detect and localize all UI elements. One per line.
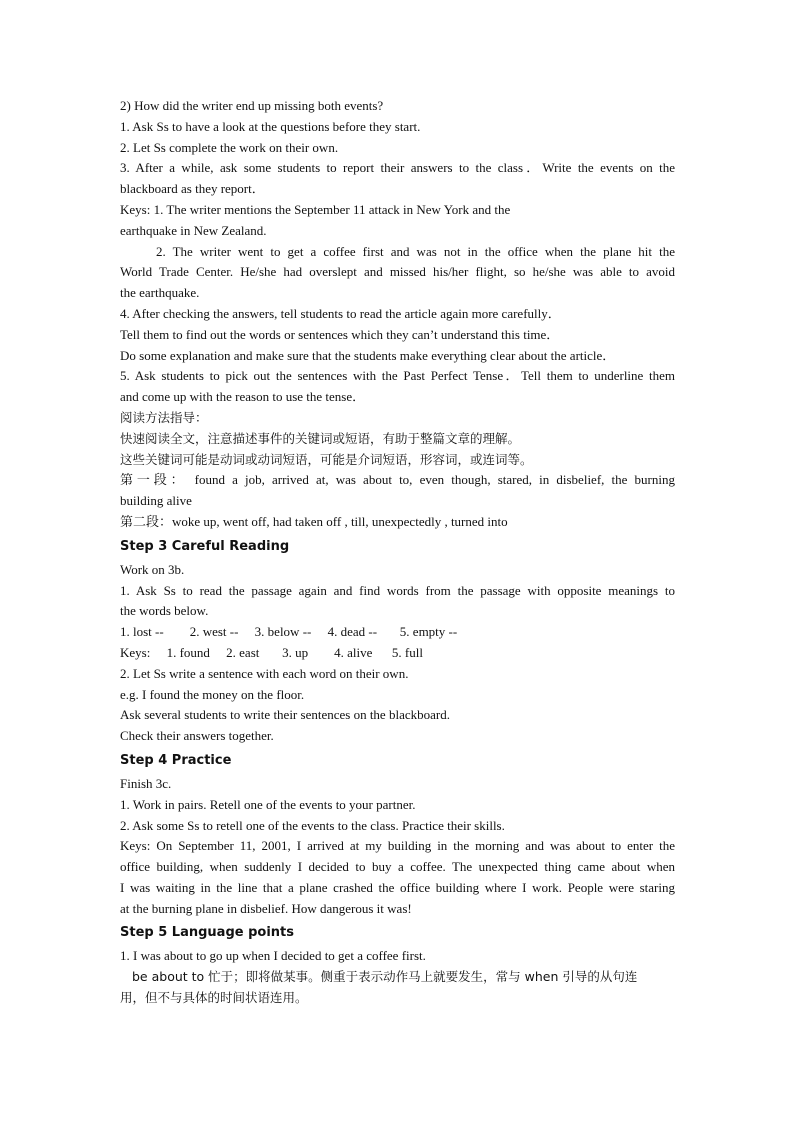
step-item-cont: Do some explanation and make sure that the students make everything clear about the article． — [120, 347, 616, 363]
step-item-cont: blackboard as they report． — [120, 181, 265, 197]
example-line: e.g. I found the money on the floor. — [120, 686, 305, 702]
reading-guide-heading: 阅读方法指导： — [120, 409, 208, 425]
keys-line: Keys: On September 11, 2001, I arrived at my building in the morning and was about to enter the — [120, 838, 675, 854]
section-heading-step3: Step 3 Careful Reading — [120, 538, 290, 554]
language-point: 1. I was about to go up when I decided to get a coffee first. — [120, 948, 426, 964]
task-line: Finish 3c. — [120, 775, 172, 791]
keys-line: Keys: 1. found 2. east 3. up 4. alive 5. full — [120, 644, 423, 660]
word-list: 1. lost -- 2. west -- 3. below -- 4. dead -- 5. empty -- — [120, 624, 458, 640]
language-point-explanation-cont: 用，但不与具体的时间状语连用。 — [120, 990, 308, 1006]
step-item-cont: and come up with the reason to use the tense． — [120, 389, 366, 405]
keys-line-cont: World Trade Center. He/she had overslept and missed his/her flight, so he/she was able to avoid — [120, 264, 675, 280]
section-heading-step5: Step 5 Language points — [120, 925, 294, 941]
keys-line-cont: I was waiting in the line that a plane crashed the office building where I work. People were staring — [120, 879, 675, 895]
paragraph-keywords: 第一段： found a job, arrived at, was about to, even though, stared, in disbelief, the burning — [120, 472, 675, 488]
paragraph-keywords-cont: building alive — [120, 493, 192, 509]
step-item: 2. Ask some Ss to retell one of the events to the class. Practice their skills. — [120, 817, 505, 833]
keys-line: Keys: 1. The writer mentions the September 11 attack in New York and the — [120, 201, 511, 217]
step-item: 3. After a while, ask some students to report their answers to the class．Write the events on the — [120, 160, 675, 176]
step-item: 5. Ask students to pick out the sentences with the Past Perfect Tense．Tell them to underline them — [120, 368, 675, 384]
keys-line-cont: the earthquake. — [120, 285, 200, 301]
task-line: Work on 3b. — [120, 561, 185, 577]
section-heading-step4: Step 4 Practice — [120, 752, 232, 768]
step-item: 1. Ask Ss to have a look at the questions before they start. — [120, 118, 421, 134]
keys-line: 2. The writer went to get a coffee first and was not in the office when the plane hit the — [156, 243, 675, 259]
step-item: Check their answers together. — [120, 728, 274, 744]
step-item: 1. Ask Ss to read the passage again and find words from the passage with opposite meanings to — [120, 582, 675, 598]
reading-guide-text: 快速阅读全文，注意描述事件的关键词或短语，有助于整篇文章的理解。 — [120, 430, 521, 446]
step-item: Ask several students to write their sentences on the blackboard. — [120, 707, 450, 723]
step-item-cont: Tell them to find out the words or sentences which they can’t understand this time． — [120, 326, 560, 342]
step-item: 4. After checking the answers, tell students to read the article again more carefully． — [120, 305, 561, 321]
keys-line-cont: earthquake in New Zealand. — [120, 222, 267, 238]
keys-line-cont: office building, when suddenly I decided to buy a coffee. The unexpected thing came about when — [120, 859, 675, 875]
language-point-explanation: be about to 忙于；即将做某事。侧重于表示动作马上就要发生，常与 when 引导的从句连 — [132, 969, 638, 985]
question-line: 2) How did the writer end up missing both events? — [120, 98, 384, 113]
step-item: 2. Let Ss complete the work on their own. — [120, 139, 339, 155]
paragraph-keywords: 第二段：woke up, went off, had taken off , till, unexpectedly , turned into — [120, 513, 508, 529]
reading-guide-text: 这些关键词可能是动词或动词短语，可能是介词短语，形容词，或连词等。 — [120, 451, 533, 467]
step-item-cont: the words below. — [120, 603, 209, 619]
keys-line-cont: at the burning plane in disbelief. How dangerous it was! — [120, 900, 412, 916]
step-item: 2. Let Ss write a sentence with each word on their own. — [120, 665, 409, 681]
step-item: 1. Work in pairs. Retell one of the events to your partner. — [120, 796, 416, 812]
document-page — [120, 96, 675, 1009]
